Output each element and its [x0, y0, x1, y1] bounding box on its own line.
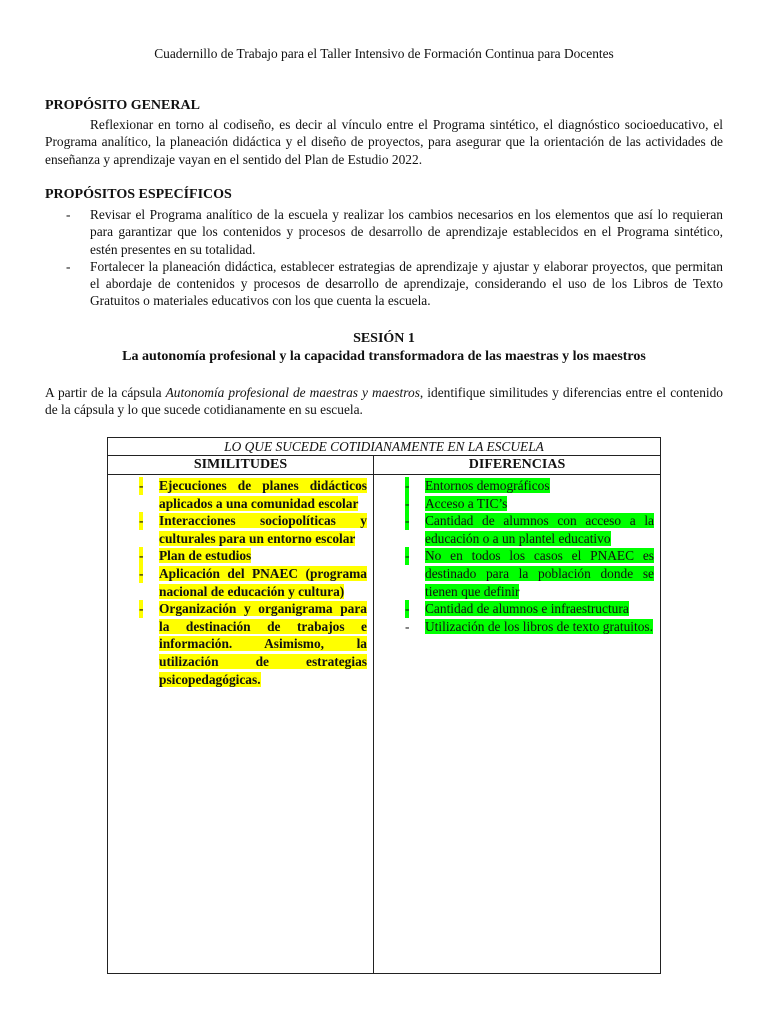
list-item-text: Plan de estudios	[159, 548, 252, 564]
bullet-dash: -	[139, 513, 144, 529]
bullet-dash: -	[405, 548, 410, 564]
bullet-dash: -	[139, 478, 144, 493]
list-item-text: Interacciones sociopolíticas y culturales para un entorno escolar	[159, 513, 367, 546]
bullet-dash: -	[405, 513, 410, 529]
list-item-text: Organización y organigrama para la destinación de trabajos e información. Asimismo, la utilización de estrategias psicopedagógicas.	[159, 601, 367, 687]
list-item-text: Acceso a TIC’s	[425, 495, 508, 511]
bullet-dash: -	[405, 618, 410, 634]
list-item-text: Utilización de los libros de texto gratuitos.	[425, 618, 653, 634]
list-item-text: Entornos demográficos	[425, 478, 550, 493]
instruction-capsule-title: Autonomía profesional de maestras y maestros	[165, 385, 420, 400]
table-body-row	[108, 475, 660, 974]
list-item-text: Fortalecer la planeación didáctica, establecer estrategias de aprendizaje y ajustar y elaborar proyectos, que permitan el abordaje de contenidos y procesos de desarrollo de aprendizaje, considerando el uso de los Libros de Texto Gratuitos o materiales educativos con los que cuenta la escuela.	[90, 258, 723, 309]
list-item	[374, 600, 660, 618]
table-header-row	[108, 456, 660, 475]
list-item	[108, 477, 373, 512]
instruction-before: A partir de la cápsula	[45, 385, 166, 400]
list-item	[108, 547, 373, 565]
column-header-diferencias: DIFERENCIAS	[468, 457, 566, 472]
instruction-after: , identifique similitudes y diferencias entre el contenido de la cápsula y lo que sucede cotidianamente en su escuela.	[45, 385, 723, 418]
similitudes-cell	[108, 475, 374, 974]
list-item	[108, 600, 373, 688]
bullet-dash: -	[139, 601, 144, 617]
list-item-text: Ejecuciones de planes didácticos aplicados a una comunidad escolar	[159, 478, 367, 511]
specific-purposes-list	[45, 206, 723, 310]
table-title: LO QUE SUCEDE COTIDIANAMENTE EN LA ESCUELA	[108, 438, 660, 456]
bullet-dash: -	[66, 207, 71, 222]
list-item	[374, 512, 660, 547]
diferencias-cell	[374, 475, 660, 974]
general-purpose-text: Reflexionar en torno al codiseño, es decir al vínculo entre el Programa sintético, el diagnóstico socioeducativo, el Programa analítico, la planeación didáctica y el diseño de proyectos, para asegurar que la orientación de las actividades de enseñanza y aprendizaje vayan en el sentido del Plan de Estudio 2022.	[45, 117, 723, 167]
list-item-text: Revisar el Programa analítico de la escuela y realizar los cambios necesarios en los elementos que así lo requieran para garantizar que los contenidos y procesos de desarrollo de aprendizaje establecidos en el Programa sintético, estén presentes en su totalidad.	[90, 207, 723, 257]
similitudes-list	[108, 477, 373, 688]
list-item	[374, 547, 660, 600]
column-header-similitudes: SIMILITUDES	[108, 456, 374, 474]
list-item-text: Aplicación del PNAEC (programa nacional de educación y cultura)	[159, 565, 367, 599]
instruction-text	[45, 384, 723, 419]
session-number: SESIÓN 1	[353, 331, 415, 346]
bullet-dash: -	[139, 565, 144, 581]
session-subtitle: La autonomía profesional y la capacidad transformadora de las maestras y los maestros	[122, 349, 646, 364]
specific-purposes-heading: PROPÓSITOS ESPECÍFICOS	[45, 187, 232, 202]
list-item	[45, 206, 723, 258]
list-item-text: Cantidad de alumnos con acceso a la educación o a un plantel educativo	[425, 513, 654, 546]
list-item	[374, 495, 660, 513]
bullet-dash: -	[405, 495, 410, 511]
list-item	[374, 618, 660, 636]
bullet-dash: -	[405, 478, 410, 493]
list-item	[374, 477, 660, 495]
list-item-text: No en todos los casos el PNAEC es destinado para la población donde se tienen que definir	[425, 548, 654, 599]
list-item	[108, 565, 373, 600]
list-item-text: Cantidad de alumnos e infraestructura	[425, 601, 629, 617]
bullet-dash: -	[66, 258, 71, 274]
diferencias-list	[374, 477, 660, 635]
list-item	[108, 512, 373, 547]
general-purpose-heading: PROPÓSITO GENERAL	[45, 98, 200, 113]
bullet-dash: -	[139, 548, 144, 564]
page-header: Cuadernillo de Trabajo para el Taller Intensivo de Formación Continua para Docentes	[154, 46, 614, 61]
comparison-table	[107, 437, 661, 974]
bullet-dash: -	[405, 601, 410, 617]
list-item	[45, 258, 723, 310]
